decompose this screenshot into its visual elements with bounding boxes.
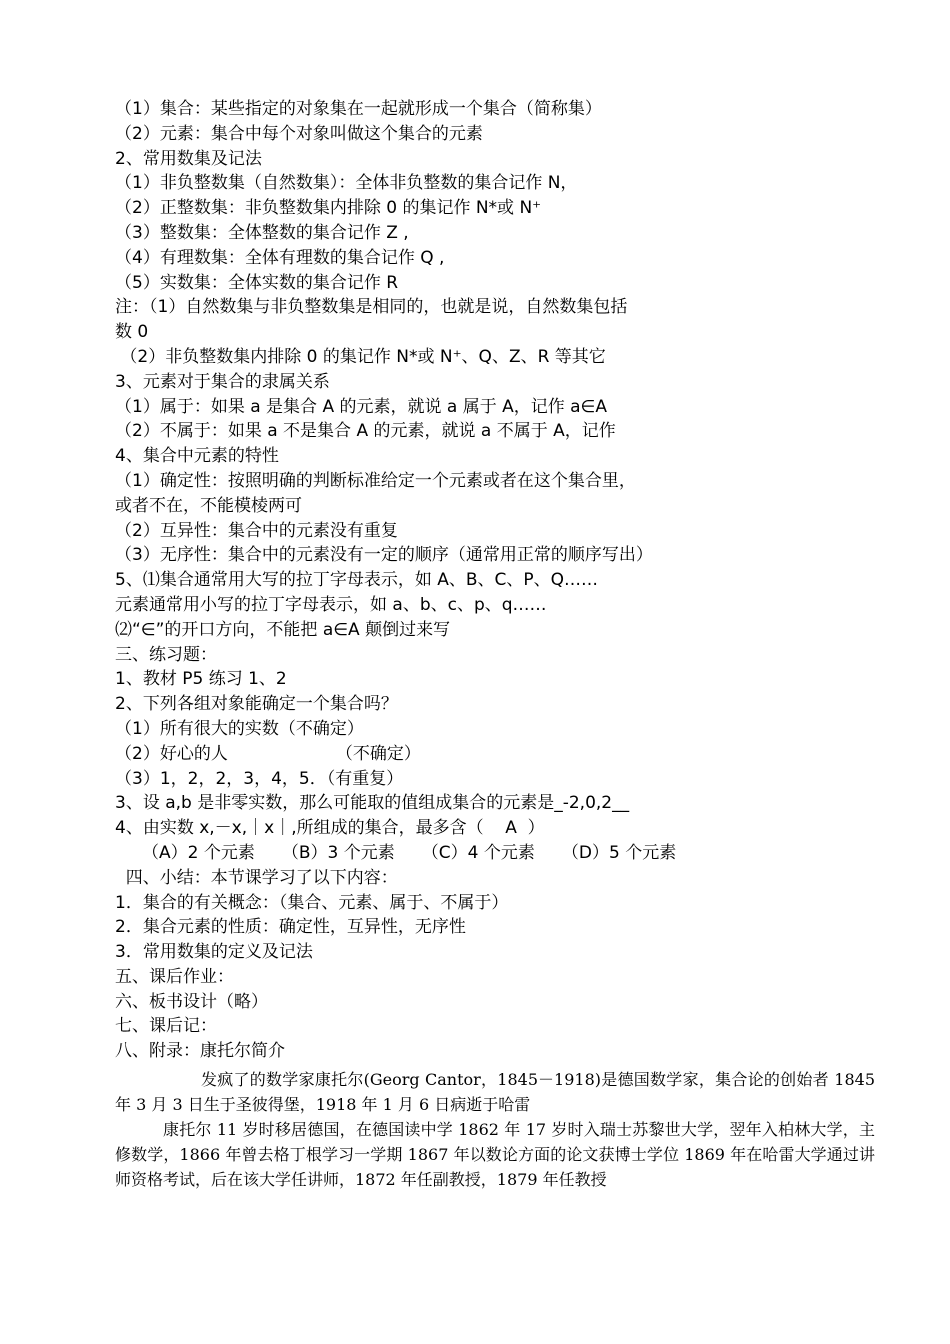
text-line: （2）不属于：如果 a 不是集合 A 的元素，就说 a 不属于 A，记作 — [115, 421, 616, 442]
text-line: （2）正整数集：非负整数集内排除 0 的集记作 N*或 N⁺ — [115, 198, 542, 219]
biography-text: 康托尔 11 岁时移居德国，在德国读中学 1862 年 17 岁时入瑞士苏黎世大学，翌年入柏林大学，主修数学，1866 年曾去格丁根学习一学期 1867 年以数论方面的论文获博士学位 1869 年在哈雷大学通过讲师资格考试，后在该大学任讲师，1872 年任副教授，1879 年任教授 — [115, 1120, 875, 1189]
text-line: 或者不在，不能模棱两可 — [115, 495, 302, 516]
section-heading: 三、练习题： — [115, 644, 217, 665]
exercise-line: 2、下列各组对象能确定一个集合吗？ — [115, 694, 398, 715]
text-line: （5）实数集：全体实数的集合记作 R — [115, 272, 399, 293]
section-heading: 六、板书设计（略） — [115, 991, 268, 1012]
note-line: （2）非负整数集内排除 0 的集记作 N*或 N⁺、Q、Z、R 等其它 — [115, 346, 606, 367]
section-heading: 四、小结：本节课学习了以下内容： — [115, 867, 398, 888]
section-heading: 五、课后作业： — [115, 966, 234, 987]
text-line: （1）属于：如果 a 是集合 A 的元素，就说 a 属于 A，记作 a∈A — [115, 396, 607, 417]
summary-line: 2．集合元素的性质：确定性，互异性，无序性 — [115, 917, 466, 938]
exercise-line: （1）所有很大的实数（不确定） — [115, 718, 364, 739]
exercise-line: 3、设 a,b 是非零实数，那么可能取的值组成集合的元素是_-2,0,2__ — [115, 793, 630, 814]
section-heading: 3、元素对于集合的隶属关系 — [115, 371, 330, 392]
section-heading: 2、常用数集及记法 — [115, 148, 262, 169]
text-line: 5、⑴集合通常用大写的拉丁字母表示，如 A、B、C、P、Q…… — [115, 570, 599, 591]
document-body — [115, 97, 875, 1064]
exercise-line: 4、由实数 x,－x,｜x｜,所组成的集合，最多含（ A ） — [115, 818, 545, 839]
section-heading: 4、集合中元素的特性 — [115, 446, 279, 467]
biography-paragraph — [115, 1118, 875, 1192]
summary-line: 3．常用数集的定义及记法 — [115, 942, 313, 963]
text-line: ⑵“∈”的开口方向，不能把 a∈A 颠倒过来写 — [115, 619, 451, 640]
section-heading: 七、课后记： — [115, 1016, 217, 1037]
exercise-line: （2）好心的人 （不确定） — [115, 743, 421, 764]
text-line: （1）非负整数集（自然数集）：全体非负整数的集合记作 N， — [115, 173, 578, 194]
text-line: （1）确定性：按照明确的判断标准给定一个元素或者在这个集合里， — [115, 470, 636, 491]
note-line: 注：（1）自然数集与非负整数集是相同的，也就是说，自然数集包括 — [115, 297, 628, 318]
answer-options: （A）2 个元素 （B）3 个元素 （C）4 个元素 （D）5 个元素 — [115, 842, 677, 863]
exercise-line: 1、教材 P5 练习 1、2 — [115, 669, 287, 690]
biography-text: 发疯了的数学家康托尔(Georg Cantor，1845－1918)是德国数学家，集合论的创始者 1845 年 3 月 3 日生于圣彼得堡，1918 年 1 月 6 日病逝于哈雷 — [115, 1070, 875, 1114]
text-line: （2）互异性：集合中的元素没有重复 — [115, 520, 398, 541]
text-line: （2）元素：集合中每个对象叫做这个集合的元素 — [115, 123, 483, 144]
text-line: 元素通常用小写的拉丁字母表示，如 a、b、c、p、q…… — [115, 594, 547, 615]
text-line: （1）集合：某些指定的对象集在一起就形成一个集合（简称集） — [115, 99, 602, 119]
text-line: （4）有理数集：全体有理数的集合记作 Q , — [115, 247, 445, 268]
summary-line: 1．集合的有关概念：（集合、元素、属于、不属于） — [115, 892, 509, 913]
text-line: （3）无序性：集合中的元素没有一定的顺序（通常用正常的顺序写出） — [115, 545, 653, 566]
exercise-line: （3）1，2，2，3，4，5．（有重复） — [115, 768, 404, 789]
text-line: （3）整数集：全体整数的集合记作 Z , — [115, 222, 409, 243]
section-heading: 八、附录：康托尔简介 — [115, 1041, 285, 1062]
note-line: 数 0 — [115, 322, 149, 343]
biography-paragraph — [115, 1068, 875, 1118]
